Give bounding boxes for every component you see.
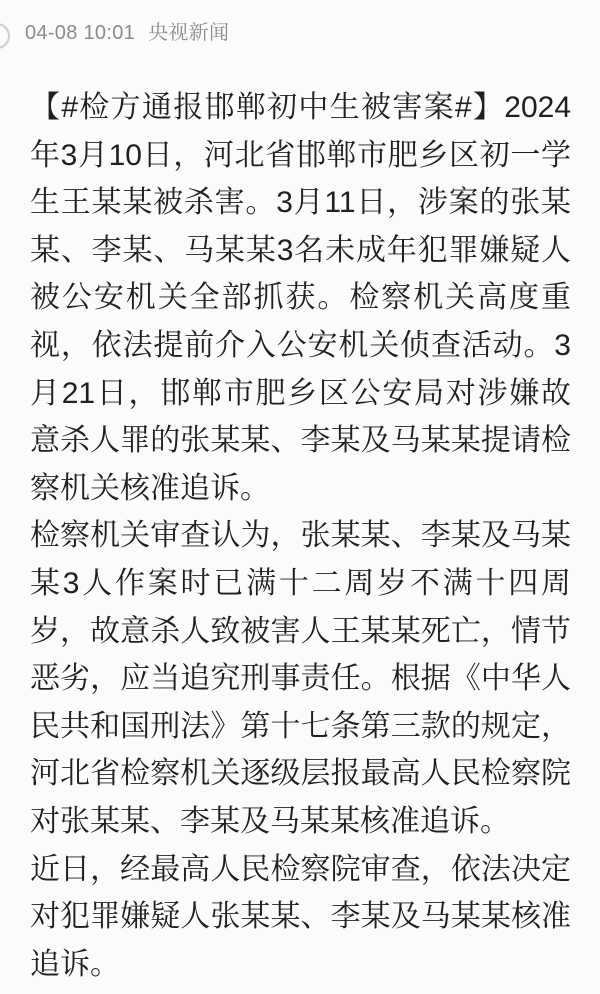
avatar-edge-fragment — [0, 23, 10, 49]
paragraph-1-text: 2024年3月10日，河北省邯郸市肥乡区初一学生王某某被杀害。3月11日，涉案的张某某、李某、马某某3名未成年犯罪嫌疑人被公安机关全部抓获。检察机关高度重视，依法提前介入公安机关侦查活动。3月21日，邯郸市肥乡区公安局对涉嫌故意杀人罪的张某某、李某及马某某提请检察机关核准追诉。 — [30, 91, 572, 505]
post-meta — [25, 20, 229, 46]
post-paragraph-2: 检察机关审查认为，张某某、李某及马某某3人作案时已满十二周岁不满十四周岁，故意杀人致被害人王某某死亡，情节恶劣，应当追究刑事责任。根据《中华人民共和国刑法》第十七条第三款的规定，河北省检察机关逐级层报最高人民检察院对张某某、李某及马某某核准追诉。 — [30, 519, 571, 838]
post-timestamp: 04-08 10:01 — [25, 22, 136, 44]
topic-hashtag-link[interactable]: #检方通报邯郸初中生被害案# — [61, 91, 472, 124]
post-paragraph-3: 近日，经最高人民检察院审查，依法决定对犯罪嫌疑人张某某、李某及马某某核准追诉。 — [30, 852, 571, 981]
post-source-link[interactable]: 央视新闻 — [148, 22, 230, 44]
headline-bracket-open: 【 — [30, 91, 62, 124]
post-body — [30, 84, 571, 988]
headline-bracket-close: 】 — [471, 91, 505, 124]
post-paragraph-1 — [30, 84, 571, 512]
